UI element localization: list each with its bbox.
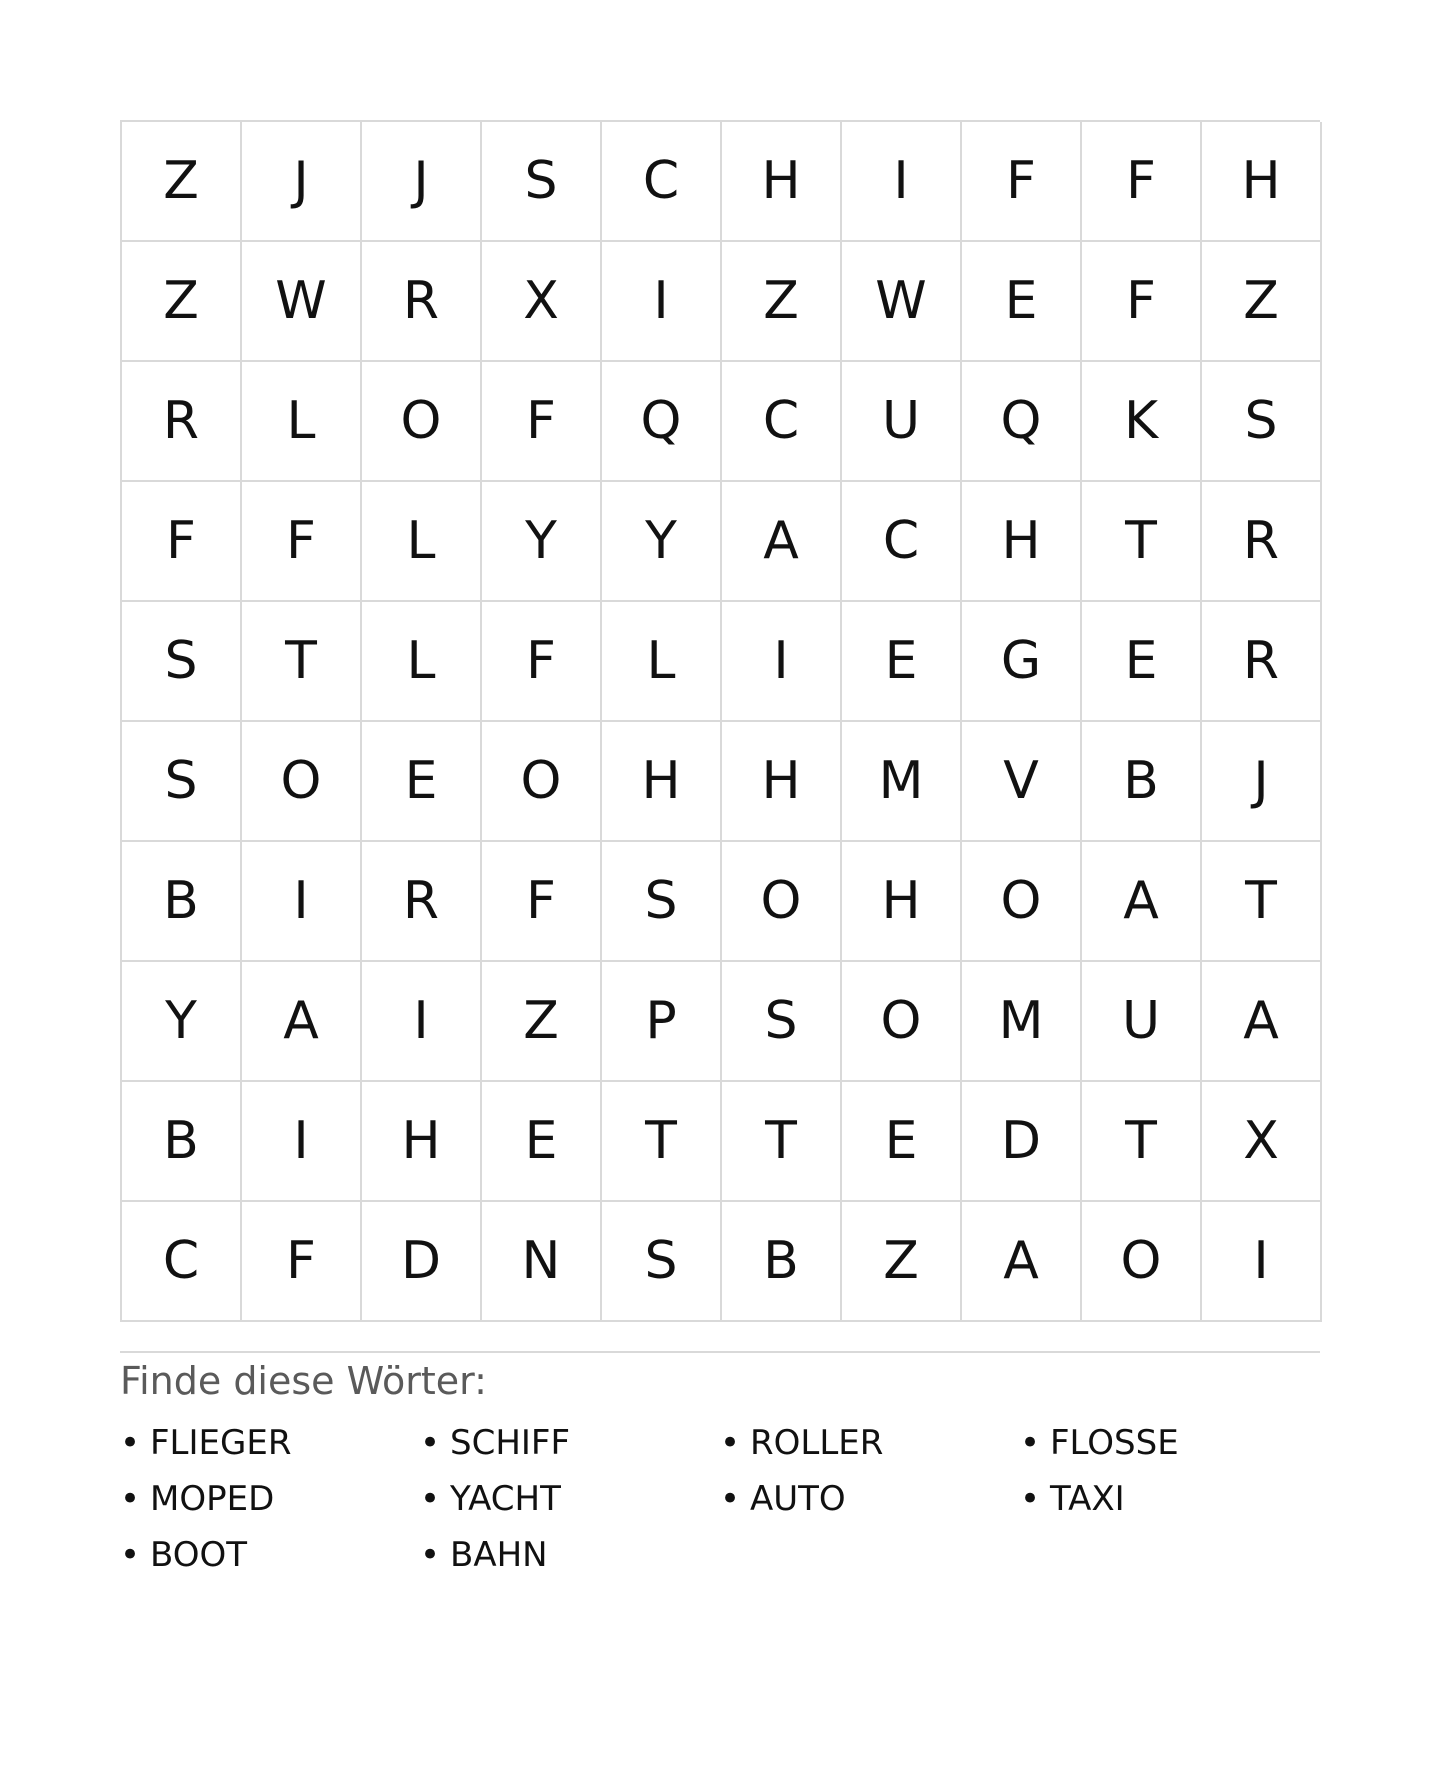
bullet-icon: • xyxy=(1020,1479,1041,1519)
grid-cell-r6-c9[interactable]: B xyxy=(1082,722,1202,842)
grid-cell-r9-c8[interactable]: D xyxy=(962,1082,1082,1202)
grid-cell-r3-c10[interactable]: S xyxy=(1202,362,1322,482)
word-label: ROLLER xyxy=(750,1423,884,1463)
word-list xyxy=(120,1421,1320,1577)
grid-cell-r6-c7[interactable]: M xyxy=(842,722,962,842)
word-label: FLIEGER xyxy=(150,1423,292,1463)
grid-cell-r2-c4[interactable]: X xyxy=(482,242,602,362)
grid-cell-r6-c10[interactable]: J xyxy=(1202,722,1322,842)
grid-cell-r5-c8[interactable]: G xyxy=(962,602,1082,722)
word-label: AUTO xyxy=(750,1479,846,1519)
word-item-taxi xyxy=(1020,1477,1320,1521)
grid-cell-r7-c2[interactable]: I xyxy=(242,842,362,962)
grid-cell-r2-c5[interactable]: I xyxy=(602,242,722,362)
word-item-roller xyxy=(720,1421,1020,1465)
word-item-yacht xyxy=(420,1477,720,1521)
grid-cell-r3-c2[interactable]: L xyxy=(242,362,362,482)
divider xyxy=(120,1351,1320,1353)
grid-cell-r4-c7[interactable]: C xyxy=(842,482,962,602)
grid-cell-r1-c3[interactable]: J xyxy=(362,122,482,242)
grid-cell-r1-c8[interactable]: F xyxy=(962,122,1082,242)
grid-cell-r5-c5[interactable]: L xyxy=(602,602,722,722)
bullet-icon: • xyxy=(120,1535,141,1575)
grid-cell-r1-c5[interactable]: C xyxy=(602,122,722,242)
grid-cell-r1-c9[interactable]: F xyxy=(1082,122,1202,242)
grid-cell-r8-c10[interactable]: A xyxy=(1202,962,1322,1082)
bullet-icon: • xyxy=(720,1479,741,1519)
grid-cell-r3-c9[interactable]: K xyxy=(1082,362,1202,482)
grid-cell-r4-c10[interactable]: R xyxy=(1202,482,1322,602)
grid-cell-r10-c10[interactable]: I xyxy=(1202,1202,1322,1322)
word-item-boot xyxy=(120,1533,420,1577)
grid-cell-r7-c9[interactable]: A xyxy=(1082,842,1202,962)
grid-cell-r7-c10[interactable]: T xyxy=(1202,842,1322,962)
grid-cell-r8-c7[interactable]: O xyxy=(842,962,962,1082)
grid-cell-r7-c4[interactable]: F xyxy=(482,842,602,962)
grid-cell-r4-c1[interactable]: F xyxy=(122,482,242,602)
grid-cell-r9-c2[interactable]: I xyxy=(242,1082,362,1202)
grid-cell-r4-c5[interactable]: Y xyxy=(602,482,722,602)
word-label: TAXI xyxy=(1050,1479,1125,1519)
words-title: Finde diese Wörter: xyxy=(120,1359,487,1403)
grid-cell-r9-c6[interactable]: T xyxy=(722,1082,842,1202)
grid-cell-r10-c2[interactable]: F xyxy=(242,1202,362,1322)
grid-cell-r9-c5[interactable]: T xyxy=(602,1082,722,1202)
word-item-schiff xyxy=(420,1421,720,1465)
grid-cell-r1-c10[interactable]: H xyxy=(1202,122,1322,242)
word-label: SCHIFF xyxy=(450,1423,571,1463)
grid-cell-r7-c6[interactable]: O xyxy=(722,842,842,962)
grid-cell-r4-c2[interactable]: F xyxy=(242,482,362,602)
grid-cell-r6-c3[interactable]: E xyxy=(362,722,482,842)
grid-cell-r2-c3[interactable]: R xyxy=(362,242,482,362)
grid-cell-r5-c10[interactable]: R xyxy=(1202,602,1322,722)
grid-cell-r10-c9[interactable]: O xyxy=(1082,1202,1202,1322)
grid-cell-r1-c1[interactable]: Z xyxy=(122,122,242,242)
grid-cell-r6-c2[interactable]: O xyxy=(242,722,362,842)
grid-cell-r7-c7[interactable]: H xyxy=(842,842,962,962)
grid-cell-r2-c10[interactable]: Z xyxy=(1202,242,1322,362)
grid-cell-r7-c8[interactable]: O xyxy=(962,842,1082,962)
grid-cell-r1-c4[interactable]: S xyxy=(482,122,602,242)
grid-cell-r6-c1[interactable]: S xyxy=(122,722,242,842)
grid-cell-r3-c3[interactable]: O xyxy=(362,362,482,482)
word-search-puzzle xyxy=(120,120,1320,1593)
grid-cell-r8-c6[interactable]: S xyxy=(722,962,842,1082)
grid-cell-r5-c9[interactable]: E xyxy=(1082,602,1202,722)
grid-cell-r6-c6[interactable]: H xyxy=(722,722,842,842)
grid-cell-r5-c1[interactable]: S xyxy=(122,602,242,722)
word-item-flosse xyxy=(1020,1421,1320,1465)
grid-cell-r9-c7[interactable]: E xyxy=(842,1082,962,1202)
grid-cell-r9-c3[interactable]: H xyxy=(362,1082,482,1202)
bullet-icon: • xyxy=(120,1479,141,1519)
grid-cell-r10-c8[interactable]: A xyxy=(962,1202,1082,1322)
grid-cell-r2-c6[interactable]: Z xyxy=(722,242,842,362)
grid-cell-r6-c8[interactable]: V xyxy=(962,722,1082,842)
grid-cell-r3-c5[interactable]: Q xyxy=(602,362,722,482)
word-label: MOPED xyxy=(150,1479,275,1519)
grid-cell-r3-c7[interactable]: U xyxy=(842,362,962,482)
grid-cell-r5-c2[interactable]: T xyxy=(242,602,362,722)
word-label: BOOT xyxy=(150,1535,248,1575)
grid-cell-r10-c3[interactable]: D xyxy=(362,1202,482,1322)
grid-cell-r4-c9[interactable]: T xyxy=(1082,482,1202,602)
grid-cell-r5-c6[interactable]: I xyxy=(722,602,842,722)
bullet-icon: • xyxy=(120,1423,141,1463)
grid-cell-r8-c8[interactable]: M xyxy=(962,962,1082,1082)
grid-cell-r2-c9[interactable]: F xyxy=(1082,242,1202,362)
grid-cell-r5-c4[interactable]: F xyxy=(482,602,602,722)
grid-cell-r4-c8[interactable]: H xyxy=(962,482,1082,602)
grid-cell-r6-c5[interactable]: H xyxy=(602,722,722,842)
grid-cell-r8-c3[interactable]: I xyxy=(362,962,482,1082)
grid-cell-r3-c4[interactable]: F xyxy=(482,362,602,482)
word-item-flieger xyxy=(120,1421,420,1465)
word-label: YACHT xyxy=(450,1479,561,1519)
grid-cell-r9-c1[interactable]: B xyxy=(122,1082,242,1202)
grid-cell-r4-c3[interactable]: L xyxy=(362,482,482,602)
grid-cell-r6-c4[interactable]: O xyxy=(482,722,602,842)
grid-cell-r3-c8[interactable]: Q xyxy=(962,362,1082,482)
grid-cell-r2-c2[interactable]: W xyxy=(242,242,362,362)
grid-cell-r9-c4[interactable]: E xyxy=(482,1082,602,1202)
grid-cell-r8-c9[interactable]: U xyxy=(1082,962,1202,1082)
grid-cell-r10-c1[interactable]: C xyxy=(122,1202,242,1322)
word-item-moped xyxy=(120,1477,420,1521)
bullet-icon: • xyxy=(420,1479,441,1519)
word-item-auto xyxy=(720,1477,1020,1521)
grid-cell-r7-c5[interactable]: S xyxy=(602,842,722,962)
grid-cell-r4-c6[interactable]: A xyxy=(722,482,842,602)
word-label: FLOSSE xyxy=(1050,1423,1179,1463)
grid-cell-r2-c1[interactable]: Z xyxy=(122,242,242,362)
grid-cell-r9-c10[interactable]: X xyxy=(1202,1082,1322,1202)
grid-cell-r10-c4[interactable]: N xyxy=(482,1202,602,1322)
word-item-bahn xyxy=(420,1533,720,1577)
bullet-icon: • xyxy=(720,1423,741,1463)
grid-cell-r10-c6[interactable]: B xyxy=(722,1202,842,1322)
grid-cell-r4-c4[interactable]: Y xyxy=(482,482,602,602)
grid-cell-r7-c3[interactable]: R xyxy=(362,842,482,962)
grid-cell-r3-c6[interactable]: C xyxy=(722,362,842,482)
grid-cell-r9-c9[interactable]: T xyxy=(1082,1082,1202,1202)
grid-cell-r1-c2[interactable]: J xyxy=(242,122,362,242)
grid-cell-r8-c4[interactable]: Z xyxy=(482,962,602,1082)
grid-cell-r1-c6[interactable]: H xyxy=(722,122,842,242)
grid-cell-r10-c5[interactable]: S xyxy=(602,1202,722,1322)
grid-cell-r1-c7[interactable]: I xyxy=(842,122,962,242)
grid-cell-r5-c7[interactable]: E xyxy=(842,602,962,722)
grid-cell-r10-c7[interactable]: Z xyxy=(842,1202,962,1322)
grid-cell-r7-c1[interactable]: B xyxy=(122,842,242,962)
bullet-icon: • xyxy=(1020,1423,1041,1463)
word-label: BAHN xyxy=(450,1535,548,1575)
grid-cell-r8-c2[interactable]: A xyxy=(242,962,362,1082)
letter-grid xyxy=(120,120,1320,1322)
grid-cell-r3-c1[interactable]: R xyxy=(122,362,242,482)
grid-cell-r2-c8[interactable]: E xyxy=(962,242,1082,362)
bullet-icon: • xyxy=(420,1535,441,1575)
grid-cell-r8-c5[interactable]: P xyxy=(602,962,722,1082)
grid-cell-r5-c3[interactable]: L xyxy=(362,602,482,722)
grid-cell-r8-c1[interactable]: Y xyxy=(122,962,242,1082)
bullet-icon: • xyxy=(420,1423,441,1463)
grid-cell-r2-c7[interactable]: W xyxy=(842,242,962,362)
